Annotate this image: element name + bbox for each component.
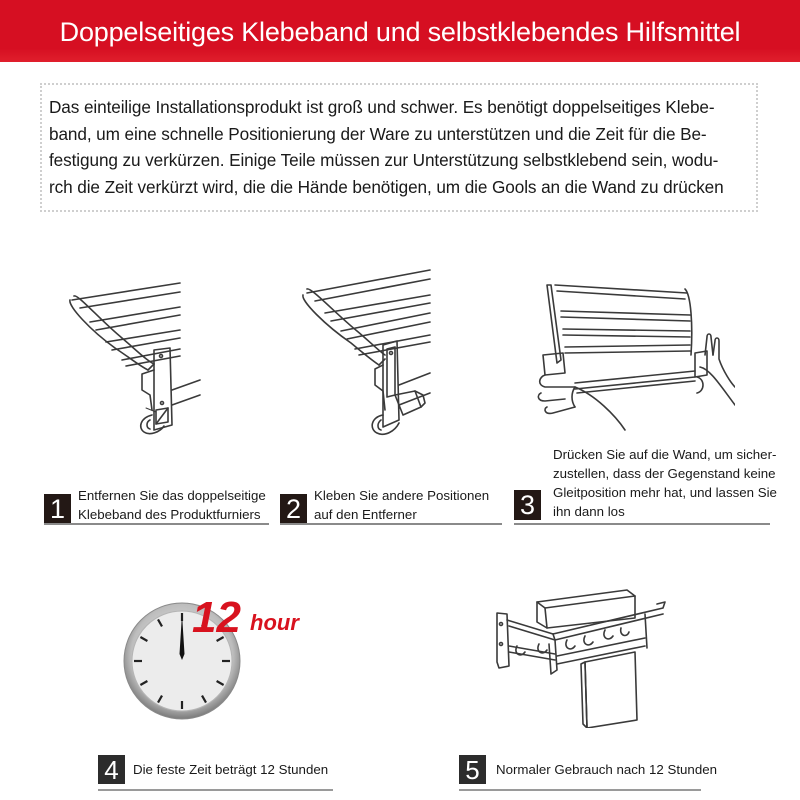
step-4 [98,755,328,784]
step-5 [459,755,717,784]
step-divider [98,789,333,791]
towel-rack-bracket-peel-icon [295,265,465,445]
step-divider [280,523,502,525]
step-divider [459,789,701,791]
intro-line: rch die Zeit verkürzt wird, die die Hände benötigen, um die Gools an die Wand zu drücken [49,176,724,197]
step-number-badge: 4 [98,755,125,784]
intro-line: festigung zu verkürzen. Einige Teile müssen zur Unterstützung selbstklebend sein, wodu- [49,150,719,170]
header-banner [0,0,800,62]
intro-line: Das einteilige Installationsprodukt ist groß und schwer. Es benötigt doppelseitiges Klebe- [49,97,715,117]
towel-rack-bracket-tape-icon [60,270,240,450]
hands-pressing-rack-icon [535,275,735,435]
step-2 [280,486,489,524]
step-text: Entfernen Sie das doppelseitige Klebeband des Produktfurniers [78,488,266,522]
step-text: Normaler Gebrauch nach 12 Stunden [496,762,718,777]
page-title: Doppelseitiges Klebeband und selbstklebendes Hilfsmittel [59,16,741,47]
clock-big-number: 12 [192,593,241,642]
step-number-badge: 2 [280,494,307,524]
towel-rack-in-use-icon [485,578,675,728]
step-text: Drücken Sie auf die Wand, um sicher- zustellen, dass der Gegenstand keine Gleitposition mehr hat, und lassen Sie ihn dann los [553,447,777,519]
step-text: Die feste Zeit beträgt 12 Stunden [133,762,329,777]
step-number-badge: 3 [514,490,541,520]
step-text: Kleben Sie andere Positionen auf den Entferner [314,488,490,522]
step-number-badge: 1 [44,494,71,524]
step-divider [44,523,269,525]
intro-box [40,83,758,212]
step-number-badge: 5 [459,755,486,784]
clock-12-hour-icon [120,590,320,720]
intro-line: band, um eine schnelle Positionierung der Ware zu unterstützen und die Zeit für die Be- [49,123,707,144]
step-1 [44,486,266,524]
clock-unit: hour [250,610,299,635]
step-3 [514,445,777,521]
step-divider [514,523,770,525]
